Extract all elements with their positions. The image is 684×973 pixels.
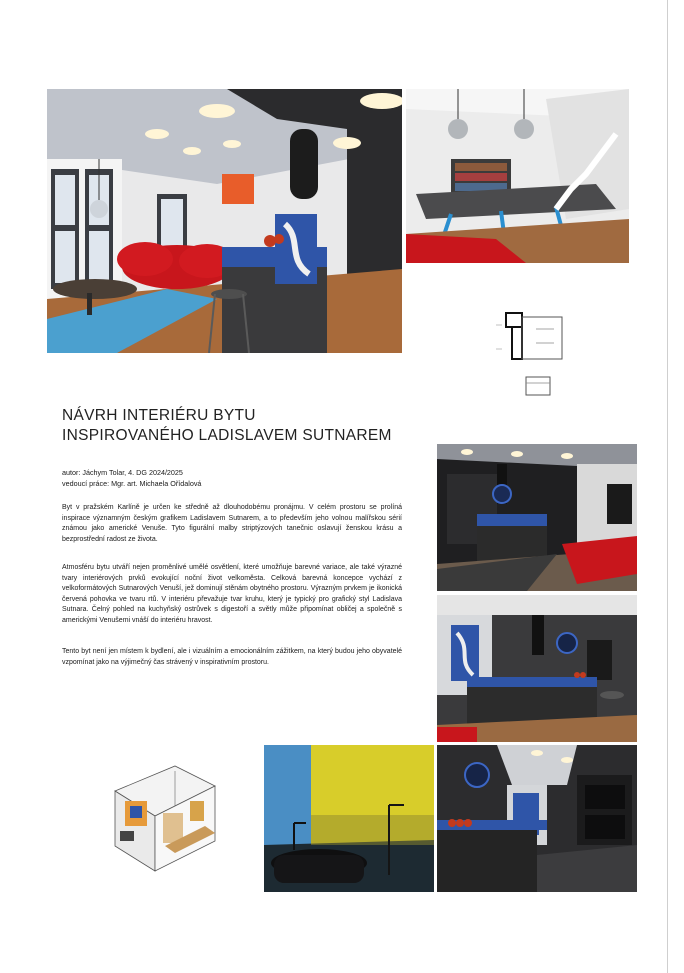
credits-block <box>62 468 201 489</box>
supervisor-line: vedoucí práce: Mgr. art. Michaela Ořídalová <box>62 478 202 488</box>
render-living-room <box>47 89 402 353</box>
render-kitchen-corridor <box>437 745 637 892</box>
body-paragraph-1: Byt v pražském Karlíně je určen ke středně až dlouhodobému pronájmu. V celém prostoru se prolíná inspirace významným českým grafikem Ladislavem Sutnarem, a to především jeho volnou malířskou sérií známou jako americké Venuše. Tyto figurální malby striptýzových tanečnic oslavují ženskou krásu a bezprostřední radost ze života. <box>62 504 402 543</box>
page-title <box>62 406 442 446</box>
isometric-model <box>105 761 225 879</box>
render-kitchen-wide <box>437 444 637 591</box>
body-paragraph-3: Tento byt není jen místem k bydlení, ale i vizuálním a emocionálním zážitkem, na který budou jeho obyvatelé vzpomínat jako na výjimečný čas strávený v inspirativním prostoru. <box>62 648 402 666</box>
author-line: autor: Jáchym Tolar, 4. DG 2024/2025 <box>62 468 183 477</box>
render-kitchen-island <box>437 595 637 742</box>
render-bathroom <box>264 745 434 892</box>
title-line-2: INSPIROVANÉHO LADISLAVEM SUTNAREM <box>62 427 392 444</box>
title-line-1: NÁVRH INTERIÉRU BYTU <box>62 407 256 424</box>
render-dining-area <box>406 89 629 263</box>
floor-plan-drawing <box>490 303 575 403</box>
body-paragraph-2: Atmosféru bytu utváří nejen proměnlivé umělé osvětlení, které umožňuje barevné variace, ale také výrazné tvary interiérových prvků evokující noční život velkoměsta. Celková barevná koncepce vychází z velkoformátových Sutnarových Venuší, jež dominují stěnám obytného prostoru. Výrazným prvkem je ikonická červená pohovka ve tvaru rtů. V interiéru převažuje tvar kruhu, který je typický pro grafický styl Ladislava Sutnara. Čelný pohled na kuchyňský ostrůvek s digestoří a světly může připomínat obličej a společně s americkými Venušemi vnáší do interiéru hravost. <box>62 564 402 624</box>
